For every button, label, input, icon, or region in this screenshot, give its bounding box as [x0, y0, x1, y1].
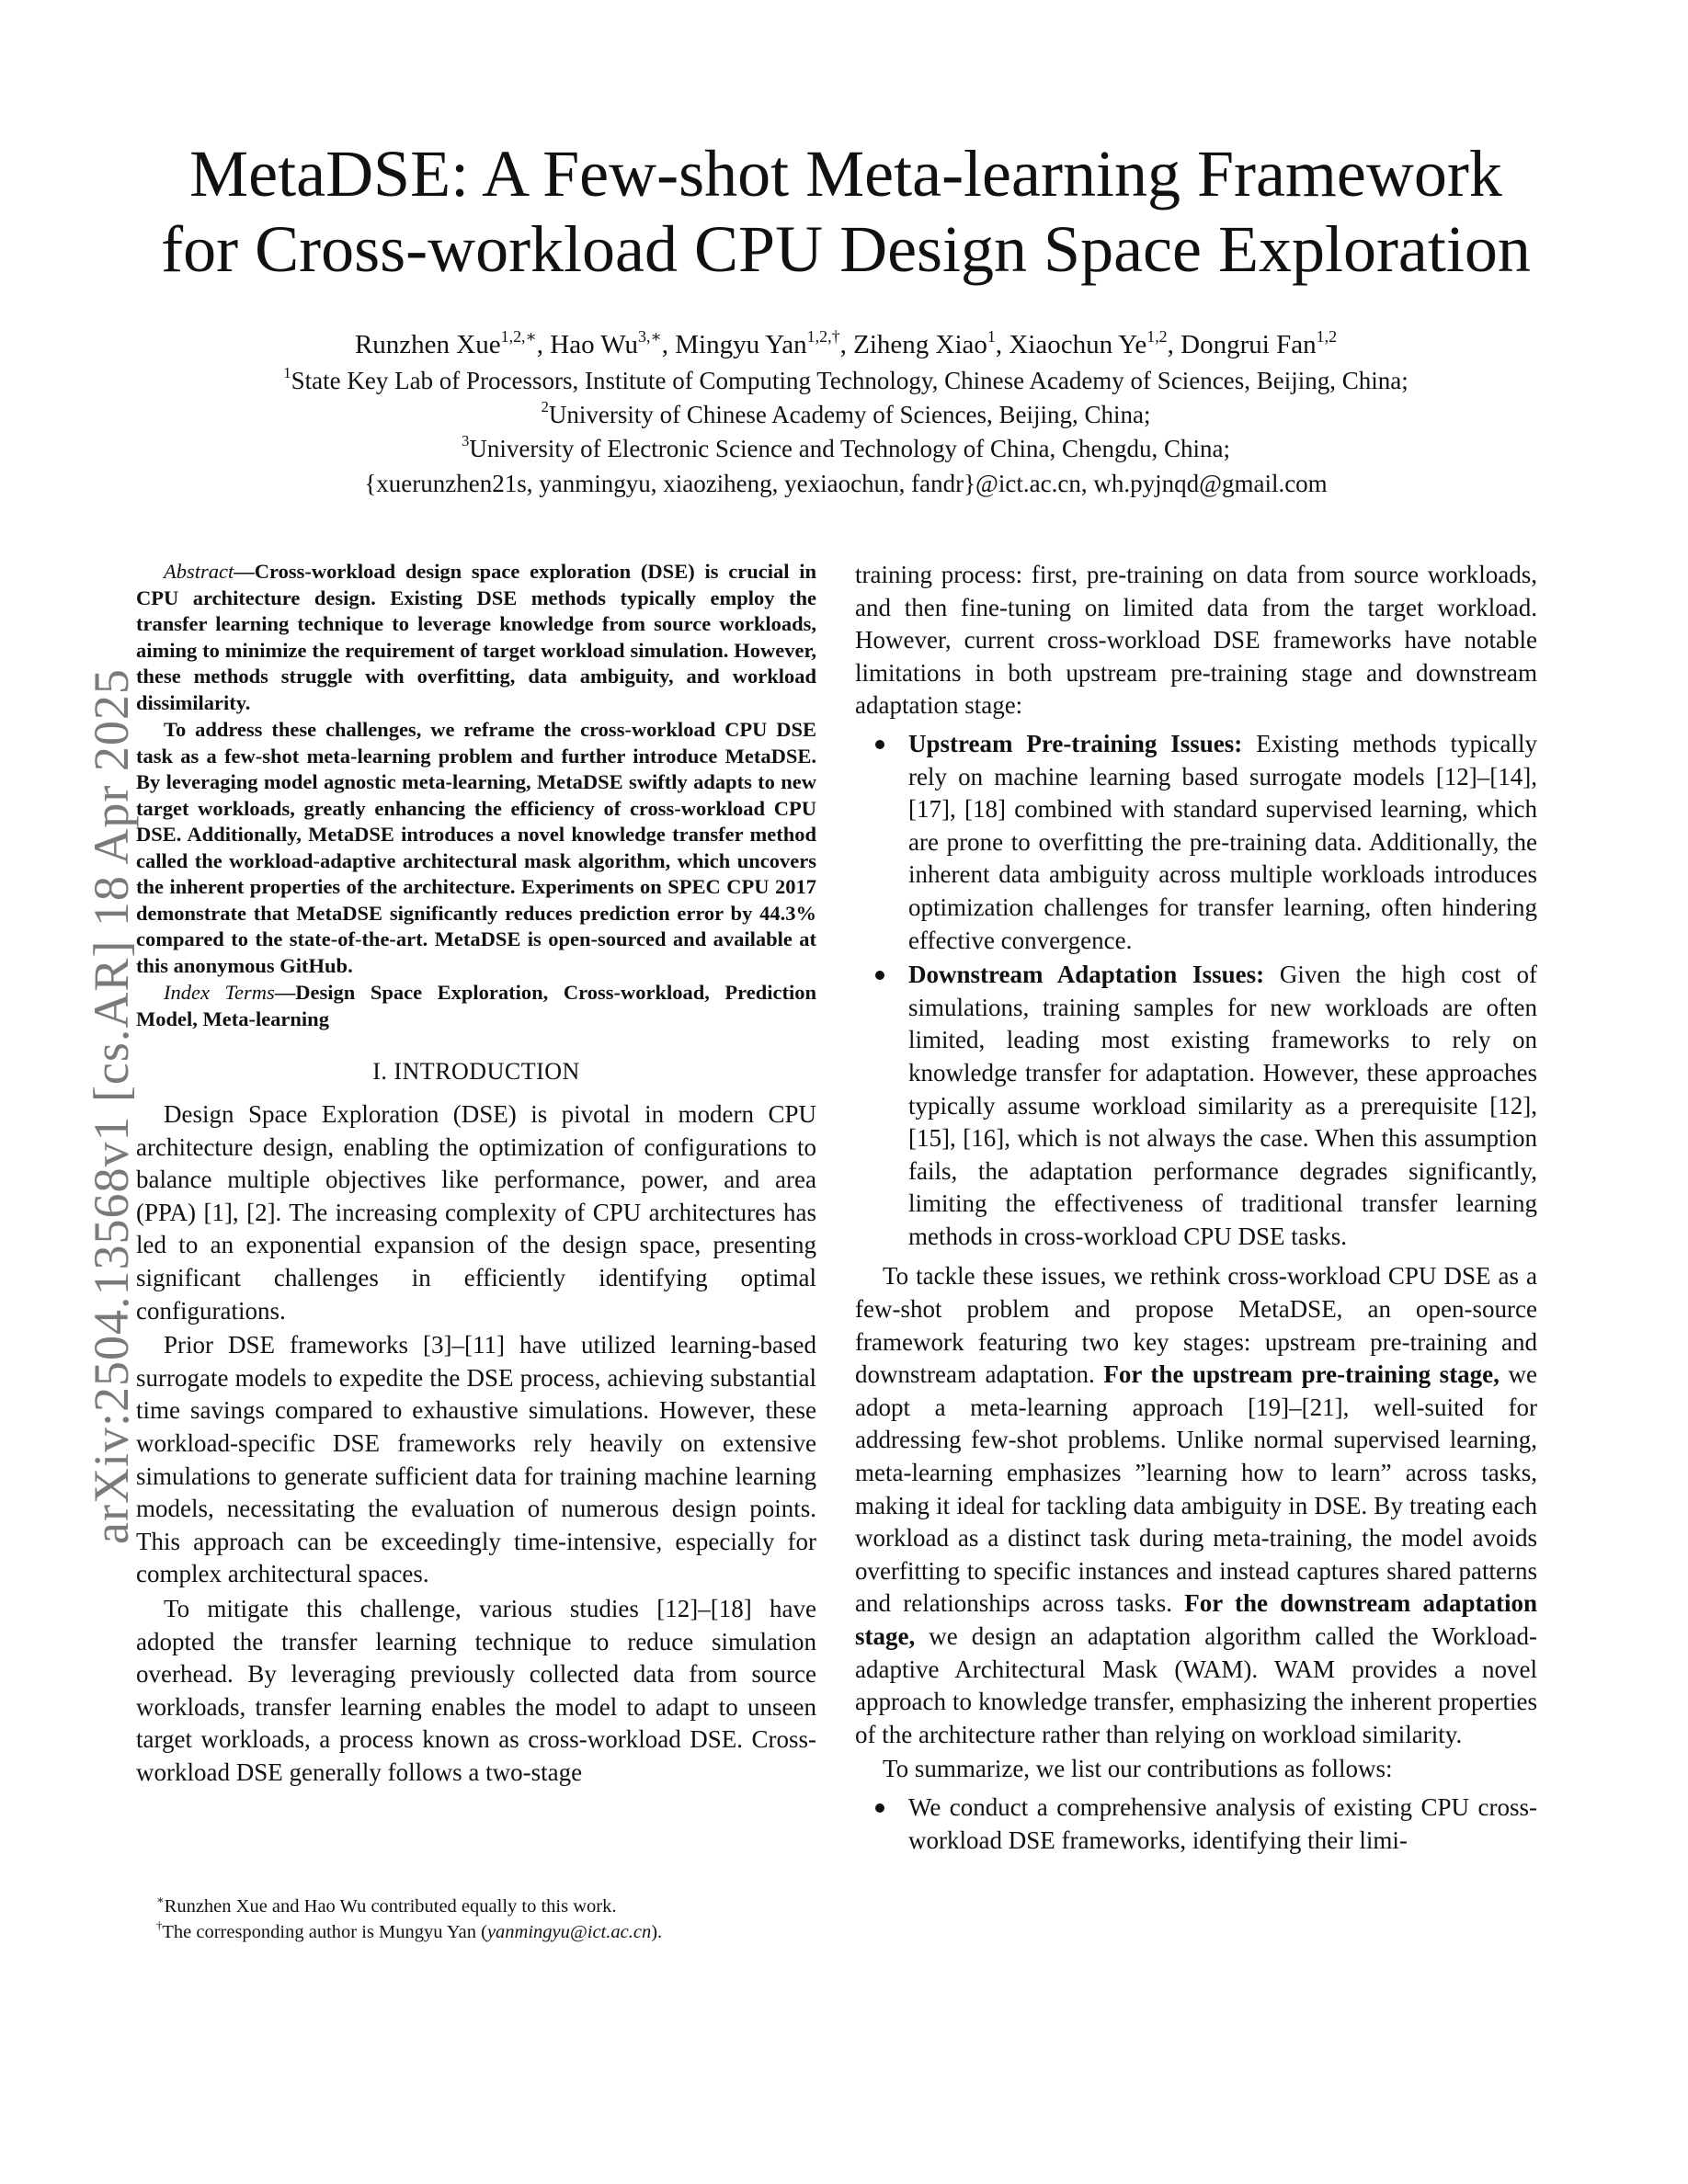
affiliation-2: $^2$University of Chinese Academy of Sciences, Beijing, China; — [541, 398, 1151, 428]
bullet-icon — [875, 971, 884, 980]
issues-list — [855, 728, 1537, 1254]
contributions-list — [855, 1792, 1537, 1857]
right-paragraph-2: To tackle these issues, we rethink cross-workload CPU DSE as a few-shot problem and propose MetaDSE, an open-source framework featuring two key stages: upstream pre-training and downstream adaptation. For the upstream pre-training stage, we adopt a meta-learning approach [19]–[21], well-suited for addressing few-shot problems. Unlike normal supervised learning, meta-learning emphasizes ”learning how to learn” across tasks, making it ideal for tackling data ambiguity in DSE. By treating each workload as a distinct task during meta-training, the model avoids overfitting to specific instances and instead captures shared patterns and relationships across tasks. For the downstream adaptation stage, we design an adaptation algorithm called the Workload-adaptive Architectural Mask (WAM). WAM provides a novel approach to knowledge transfer, emphasizing the inherent properties of the architecture rather than relying on workload similarity. — [855, 1262, 1538, 1748]
intro-paragraph-3: To mitigate this challenge, various studies [12]–[18] have adopted the transfer learning technique to reduce simulation overhead. By leveraging previously collected data from source workloads, transfer learning enables the model to adapt to unseen target workloads, a process known as cross-workload DSE. Cross-workload DSE generally follows a two-stage — [136, 1594, 816, 1786]
list-item: Downstream Adaptation Issues: Given the high cost of simulations, training samples for new workloads are often limited, leading most existing frameworks to rely on knowledge transfer for adaptation. However, these approaches typically assume workload similarity as a prerequisite [12], [15], [16], which is not always the case. When this assumption fails, the adaptation performance degrades significantly, limiting the effectiveness of traditional transfer learning methods in cross-workload CPU DSE tasks. — [908, 959, 1537, 1253]
bullet-icon — [875, 740, 884, 749]
abstract-paragraph-2: To address these challenges, we reframe the cross-workload CPU DSE task as a few-shot meta-learning problem and further introduce MetaDSE. By leveraging model agnostic meta-learning, MetaDSE swiftly adapts to new target workloads, greatly enhancing the efficiency of cross-workload CPU DSE. Additionally, MetaDSE introduces a novel knowledge transfer method called the workload-adaptive architectural mask algorithm, which uncovers the inherent properties of the architecture. Experiments on SPEC CPU 2017 demonstrate that MetaDSE significantly reduces prediction error by 44.3% compared to the state-of-the-art. MetaDSE is open-sourced and available at this anonymous GitHub. — [136, 718, 816, 977]
footnote-corresponding-author: †The corresponding author is Mungyu Yan (yanmingyu@ict.ac.cn). — [156, 1918, 663, 1942]
paper-title-line-1: MetaDSE: A Few-shot Meta-learning Framework — [189, 137, 1502, 210]
footnotes — [136, 1894, 816, 1945]
affiliation-1: $^1$State Key Lab of Processors, Institute of Computing Technology, Chinese Academy of Sciences, Beijing, China; — [283, 364, 1409, 394]
author: Mingyu Yan$^{1,2,\dagger}$, — [675, 326, 854, 359]
intro-paragraph-2: Prior DSE frameworks [3]–[11] have utilized learning-based surrogate models to expedite the DSE process, achieving substantial time savings compared to exhaustive simulations. However, these workload-specific DSE frameworks rely heavily on extensive simulations to generate sufficient data for training machine learning models, necessitating the evaluation of numerous design points. This approach can be exceedingly time-intensive, especially for complex architectural spaces. — [136, 1331, 816, 1588]
author: Dongrui Fan$^{1,2}$ — [1180, 326, 1338, 359]
arxiv-identifier-stamp: arXiv:2504.13568v1 [cs.AR] 18 Apr 2025 — [84, 668, 139, 1544]
list-item: We conduct a comprehensive analysis of existing CPU cross-workload DSE frameworks, identifying their limi- — [908, 1792, 1537, 1857]
right-paragraph-1: training process: first, pre-training on data from source workloads, and then fine-tuning on limited data from the target workload. However, current cross-workload DSE frameworks have notable limitations in both upstream pre-training stage and downstream adaptation stage: — [855, 561, 1537, 720]
index-terms: Index Terms—Design Space Exploration, Cross-workload, Prediction Model, Meta-learning — [136, 981, 816, 1030]
author: Hao $Wu^{3,∗}$, — [550, 326, 676, 359]
author: Ziheng Xiao$^1$, — [853, 326, 1009, 359]
paper-title-line-2: for Cross-workload CPU Design Space Exploration — [161, 212, 1531, 286]
author: Xiaochun Ye$^{1,2}$, — [1009, 326, 1181, 359]
index-terms-label: Index Terms — [164, 981, 275, 1004]
abstract-label: Abstract — [164, 560, 234, 583]
left-column — [136, 559, 816, 1789]
corresponding-email: yanmingyu@ict.ac.cn — [486, 1922, 652, 1942]
footnote-equal-contribution: ∗Runzhen Xue and Hao Wu contributed equally to this work. — [156, 1893, 617, 1917]
author: Runzhen Xue$^{1,2,∗}$, — [354, 326, 551, 359]
abstract-paragraph: Abstract—Cross-workload design space exploration (DSE) is crucial in CPU architecture design. Existing DSE methods typically employ the transfer learning technique to leverage knowledge from source workloads, aiming to minimize the requirement of target workload simulation. However, these methods struggle with overfitting, data ambiguity, and workload dissimilarity. — [136, 560, 816, 714]
section-heading-introduction: I. INTRODUCTION — [372, 1058, 580, 1085]
right-column — [855, 559, 1537, 1864]
list-item: Upstream Pre-training Issues: Existing methods typically rely on machine learning based surrogate models [12]–[14], [17], [18] combined with standard supervised learning, which are prone to overfitting the pre-training data. Additionally, the inherent data ambiguity across multiple workloads introduces optimization challenges for transfer learning, often hindering effective convergence. — [908, 728, 1537, 957]
right-paragraph-3: To summarize, we list our contributions as follows: — [883, 1755, 1393, 1783]
affiliation-3: $^3$University of Electronic Science and Technology of China, Chengdu, China; — [461, 432, 1231, 462]
author-list — [92, 327, 1600, 362]
bullet-icon — [875, 1803, 884, 1813]
intro-paragraph-1: Design Space Exploration (DSE) is pivotal in modern CPU architecture design, enabling the optimization of configurations to balance multiple objectives like performance, power, and area (PPA) [1], [2]. The increasing complexity of CPU architectures has led to an exponential expansion of the design space, presenting significant challenges in efficiently identifying optimal configurations. — [136, 1100, 816, 1325]
author-emails: {xuerunzhen21s, yanmingyu, xiaoziheng, yexiaochun, fandr}@ict.ac.cn, wh.pyjnqd@gmail.com — [364, 470, 1328, 497]
